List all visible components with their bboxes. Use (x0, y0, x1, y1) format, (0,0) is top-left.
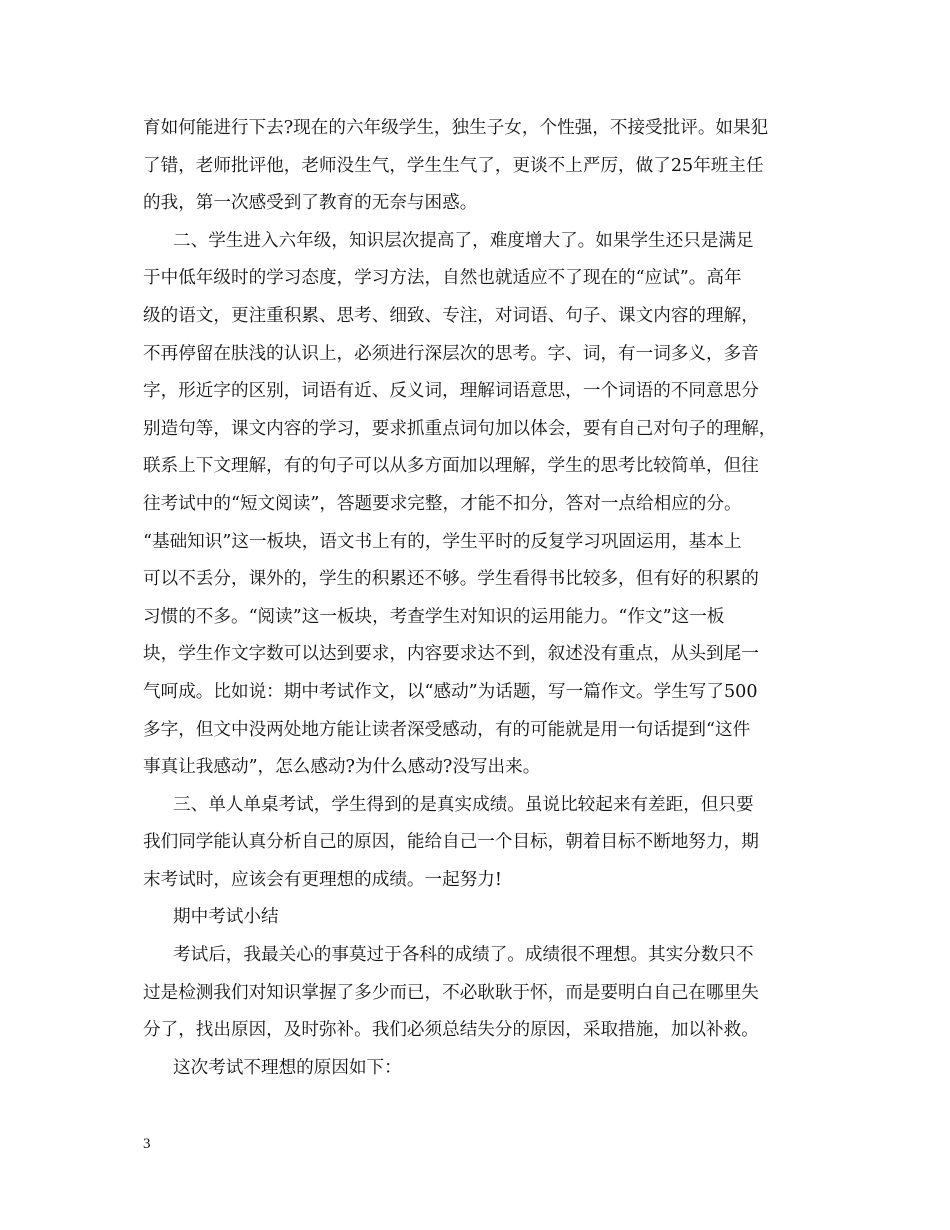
text-line: 气呵成。比如说：期中考试作文，以“感动”为话题，写一篇作文。学生写了500 (143, 681, 758, 702)
body-text (143, 110, 813, 1087)
text-line: 的我，第一次感受到了教育的无奈与困惑。 (143, 193, 478, 214)
text-line: 育如何能进行下去?现在的六年级学生，独生子女，个性强，不接受批评。如果犯 (143, 118, 769, 138)
text-line: 过是检测我们对知识掌握了多少而已，不必耿耿于怀，而是要明白自己在哪里失 (143, 982, 759, 1003)
text-line: 分了，找出原因，及时弥补。我们必须总结失分的原因，采取措施，加以补救。 (143, 1020, 759, 1041)
text-line: 往考试中的“短文阅读”，答题要求完整，才能不扣分，答对一点给相应的分。 (143, 493, 742, 514)
text-line: 别造句等，课文内容的学习，要求抓重点词句加以体会，要有自己对句子的理解， (143, 418, 777, 439)
text-line: 可以不丢分，课外的，学生的积累还不够。学生看得书比较多，但有好的积累的 (143, 569, 759, 590)
text-line: 习惯的不多。“阅读”这一板块，考查学生对知识的运用能力。“作文”这一板 (143, 606, 725, 627)
text-line: “基础知识”这一板块，语文书上有的，学生平时的反复学习巩固运用，基本上 (143, 531, 742, 552)
section-heading: 期中考试小结 (173, 907, 279, 928)
text-line: 块，学生作文字数可以达到要求，内容要求达不到，叙述没有重点，从头到尾一 (143, 644, 759, 665)
text-line: 字，形近字的区别，词语有近、反义词，理解词语意思，一个词语的不同意思分 (143, 381, 759, 402)
text-line: 事真让我感动”，怎么感动?为什么感动?没写出来。 (143, 757, 541, 778)
text-line: 了错，老师批评他，老师没生气，学生生气了，更谈不上严厉，做了25年班主任 (143, 155, 764, 176)
text-line: 我们同学能认真分析自己的原因，能给自己一个目标，朝着目标不断地努力，期 (143, 832, 759, 853)
paragraph-start-line: 三、单人单桌考试，学生得到的是真实成绩。虽说比较起来有差距，但只要 (173, 794, 754, 815)
text-line: 于中低年级时的学习态度，学习方法，自然也就适应不了现在的“应试”。高年 (143, 268, 742, 289)
text-line: 级的语文，更注重积累、思考、细致、专注，对词语、句子、课文内容的理解， (143, 305, 759, 326)
text-line: 不再停留在肤浅的认识上，必须进行深层次的思考。字、词，有一词多义，多音 (143, 343, 759, 364)
text-line: 多字，但文中没两处地方能让读者深受感动，有的可能就是用一句话提到“这件 (143, 719, 751, 740)
paragraph-start-line: 这次考试不理想的原因如下： (173, 1057, 402, 1078)
paragraph-start-line: 考试后，我最关心的事莫过于各科的成绩了。成绩很不理想。其实分数只不 (173, 945, 754, 966)
paragraph-start-line: 二、学生进入六年级，知识层次提高了，难度增大了。如果学生还只是满足 (173, 230, 754, 251)
text-line: 联系上下文理解，有的句子可以从多方面加以理解，学生的思考比较简单，但往 (143, 456, 759, 477)
text-line: 末考试时，应该会有更理想的成绩。一起努力! (143, 869, 502, 890)
page-number: 3 (143, 1136, 151, 1152)
